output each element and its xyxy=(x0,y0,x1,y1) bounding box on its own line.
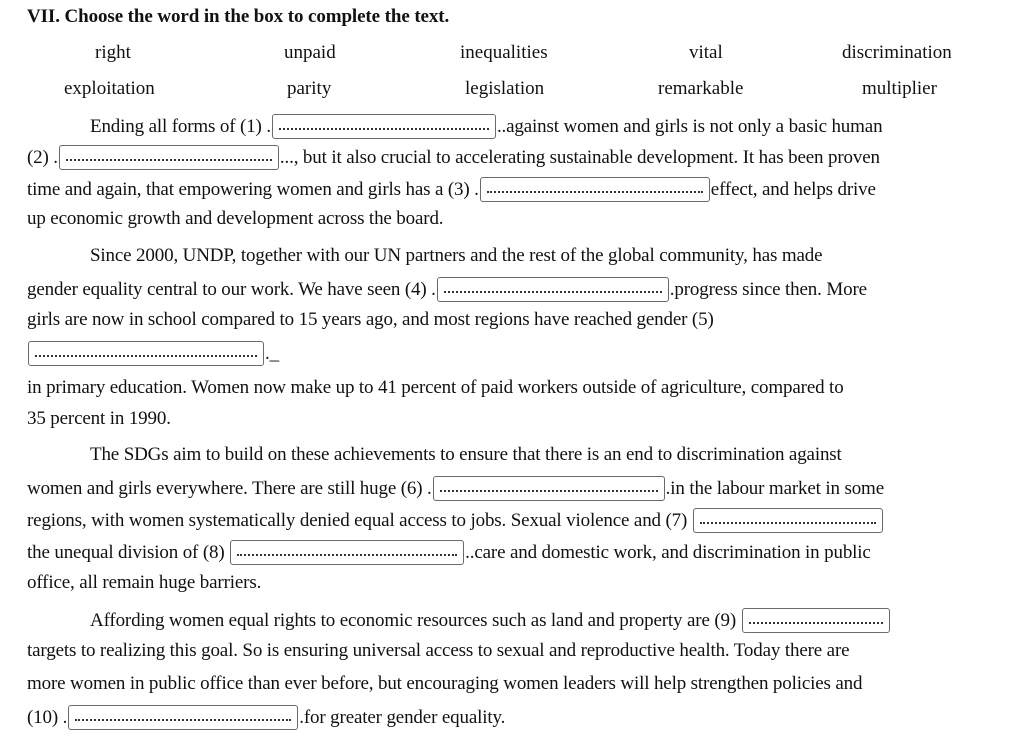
text-line: girls are now in school compared to 15 years ago, and most regions have reached gender (5) xyxy=(27,309,714,330)
word-option: legislation xyxy=(465,78,545,99)
text-segment: regions, with women systematically denied equal access to jobs. Sexual violence and (7) xyxy=(27,510,688,531)
word-option: remarkable xyxy=(658,78,744,99)
answer-blank-8[interactable] xyxy=(230,540,464,565)
text-segment: Ending all forms of (1) . xyxy=(90,116,271,137)
answer-blank-9[interactable] xyxy=(742,608,890,633)
word-option: exploitation xyxy=(64,78,155,99)
text-segment: (10) . xyxy=(27,707,68,728)
text-line xyxy=(27,705,505,730)
text-line: The SDGs aim to build on these achievements to ensure that there is an end to discrimination against xyxy=(90,444,842,465)
text-segment: .for greater gender equality. xyxy=(299,707,506,728)
text-segment: ..care and domestic work, and discrimination in public xyxy=(465,542,871,563)
text-line: office, all remain huge barriers. xyxy=(27,572,262,593)
text-line: Since 2000, UNDP, together with our UN partners and the rest of the global community, has made xyxy=(90,245,823,266)
text-line: up economic growth and development across the board. xyxy=(27,208,444,229)
text-line xyxy=(27,508,884,533)
word-option: vital xyxy=(689,42,723,63)
text-segment: effect, and helps drive xyxy=(710,179,876,200)
text-segment: ._ xyxy=(265,343,279,364)
answer-blank-3[interactable] xyxy=(480,177,710,202)
text-line xyxy=(27,277,867,302)
text-line xyxy=(27,177,876,202)
text-segment: gender equality central to our work. We have seen (4) . xyxy=(27,279,436,300)
text-line xyxy=(27,341,279,366)
text-line: 35 percent in 1990. xyxy=(27,408,171,429)
text-line xyxy=(27,145,880,170)
text-segment: ..., but it also crucial to accelerating sustainable development. It has been proven xyxy=(279,147,880,168)
word-option: inequalities xyxy=(460,42,548,63)
text-segment: (2) . xyxy=(27,147,58,168)
text-segment: .in the labour market in some xyxy=(665,478,884,499)
text-line xyxy=(90,114,882,139)
answer-blank-7[interactable] xyxy=(693,508,883,533)
text-line: more women in public office than ever before, but encouraging women leaders will help strengthen policies and xyxy=(27,673,863,694)
text-line xyxy=(90,608,891,633)
text-segment: Affording women equal rights to economic resources such as land and property are (9) xyxy=(90,610,737,631)
text-line: targets to realizing this goal. So is ensuring universal access to sexual and reproductive health. Today there are xyxy=(27,640,850,661)
text-segment: the unequal division of (8) xyxy=(27,542,225,563)
answer-blank-6[interactable] xyxy=(433,476,665,501)
text-segment: ..against women and girls is not only a basic human xyxy=(496,116,883,137)
word-option: parity xyxy=(287,78,332,99)
word-option: discrimination xyxy=(842,42,952,63)
text-line xyxy=(27,540,871,565)
word-option: unpaid xyxy=(284,42,336,63)
text-line: in primary education. Women now make up to 41 percent of paid workers outside of agriculture, compared to xyxy=(27,377,844,398)
answer-blank-1[interactable] xyxy=(272,114,496,139)
answer-blank-2[interactable] xyxy=(59,145,279,170)
answer-blank-10[interactable] xyxy=(68,705,298,730)
exercise-heading: VII. Choose the word in the box to complete the text. xyxy=(27,6,450,27)
text-segment: .progress since then. More xyxy=(669,279,867,300)
text-segment: women and girls everywhere. There are still huge (6) . xyxy=(27,478,432,499)
word-option: right xyxy=(95,42,131,63)
answer-blank-5[interactable] xyxy=(28,341,264,366)
word-option: multiplier xyxy=(862,78,937,99)
text-line xyxy=(27,476,884,501)
answer-blank-4[interactable] xyxy=(437,277,669,302)
text-segment: time and again, that empowering women and girls has a (3) . xyxy=(27,179,479,200)
